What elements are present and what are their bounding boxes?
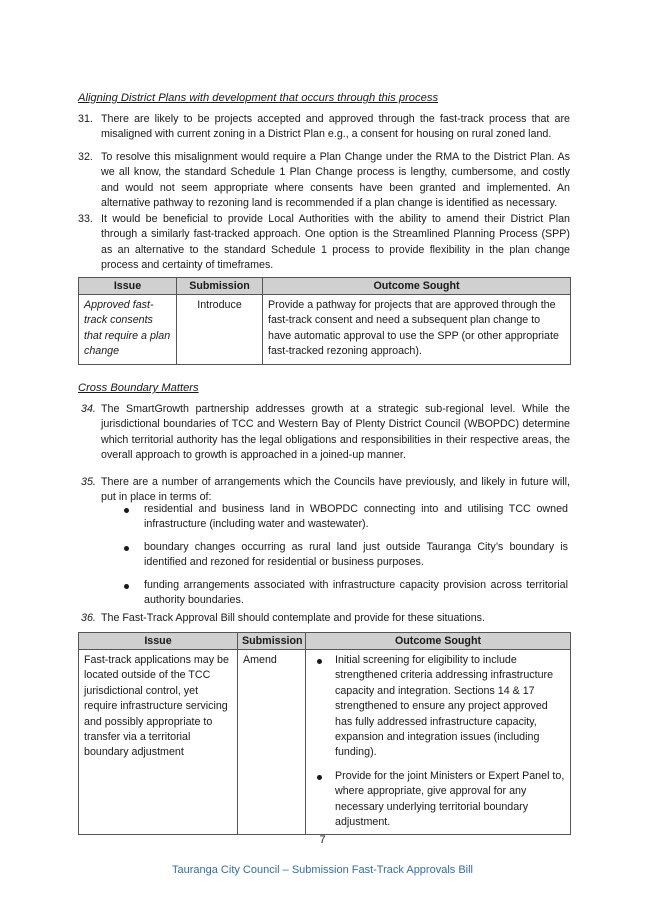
list-item (120, 502, 568, 533)
paragraph-text: There are a number of arrangements which the Councils have previously, and likely in future will, put in place in terms of: (101, 476, 570, 504)
paragraph-text: To resolve this misalignment would require a Plan Change under the RMA to the District Plan. As we all know, the standard Schedule 1 Plan Change process is lengthy, cumbersome, and costly and would not seem appropriate where consents have been granted and implemented. An alternative pathway to rezoning land is recommended if a plan change is identified as necessary. (101, 151, 570, 210)
paragraph-32 (78, 150, 570, 212)
header-outcome: Outcome Sought (306, 633, 571, 650)
table-header-row (79, 633, 571, 650)
paragraph-number: 36. (81, 612, 96, 624)
bullet-icon (317, 659, 322, 664)
list-item-text: residential and business land in WBOPDC connecting into and utilising TCC owned infrastructure (including water and wastewater). (144, 503, 568, 531)
table-row (79, 650, 571, 835)
table-header-row (79, 278, 571, 295)
bullet-icon (124, 584, 129, 589)
paragraph-34 (78, 402, 570, 464)
list-item-text: funding arrangements associated with infrastructure capacity provision across territorial authority boundaries. (144, 578, 568, 607)
list-item (311, 653, 565, 761)
paragraph-number: 31. (78, 113, 93, 125)
table-row (79, 295, 571, 365)
list-item (120, 540, 568, 571)
cell-issue: Fast-track applications may be located outside of the TCC jurisdictional control, yet require infrastructure servicing and possibly appropriate to transfer via a territorial boundary adjustment (79, 650, 238, 835)
page-footer: Tauranga City Council – Submission Fast-Track Approvals Bill (172, 864, 473, 876)
list-item (120, 578, 568, 609)
cell-submission: Amend (238, 650, 306, 835)
cell-submission: Introduce (177, 295, 263, 365)
paragraph-number: 33. (78, 213, 93, 225)
header-outcome: Outcome Sought (263, 278, 571, 295)
submission-table-1 (78, 277, 571, 365)
list-item-text: Provide for the joint Ministers or Expert Panel to, where appropriate, give approval for any necessary underlying territorial boundary adjustment. (335, 769, 565, 829)
paragraph-text: It would be beneficial to provide Local Authorities with the ability to amend their District Plan through a similarly fast-tracked approach. One option is the Streamlined Planning Process (SPP) as an alternative to the standard Schedule 1 process to provide flexibility in the plan change process and certainty of timeframes. (101, 213, 570, 272)
cell-outcome (306, 650, 571, 835)
paragraph-36 (78, 611, 570, 626)
paragraph-31 (78, 112, 570, 143)
list-item-text: boundary changes occurring as rural land just outside Tauranga City’s boundary is identified and rezoned for residential or business purposes. (144, 540, 568, 569)
cell-issue: Approved fast-track consents that require a plan change (79, 295, 177, 365)
submission-table-2 (78, 632, 571, 835)
bullet-icon (124, 508, 129, 513)
header-issue: Issue (79, 278, 177, 295)
bullet-icon (317, 775, 322, 780)
paragraph-number: 32. (78, 151, 93, 163)
section-heading-cross-boundary: Cross Boundary Matters (78, 382, 199, 394)
cell-outcome: Provide a pathway for projects that are approved through the fast-track consent and need a subsequent plan change to have automatic approval to use the SPP (or other appropriate fast-tracked rezoning approach). (263, 295, 571, 365)
paragraph-number: 34. (81, 403, 96, 415)
header-issue: Issue (79, 633, 238, 650)
section-heading-district-plans: Aligning District Plans with development that occurs through this process (78, 92, 439, 104)
paragraph-text: There are likely to be projects accepted and approved through the fast-track process that are misaligned with current zoning in a District Plan e.g., a consent for housing on rural zoned land. (101, 113, 570, 141)
list-item-text: Initial screening for eligibility to include strengthened criteria addressing infrastructure capacity and integration. Sections 14 & 17 strengthened to ensure any project approved has fully addressed infrastructure capacity, expansion and integration issues (including funding). (335, 654, 554, 759)
paragraph-number: 35. (81, 476, 96, 488)
bullet-icon (124, 546, 129, 551)
header-submission: Submission (177, 278, 263, 295)
paragraph-text: The Fast-Track Approval Bill should contemplate and provide for these situations. (101, 612, 485, 624)
page-number: 7 (319, 834, 326, 846)
header-submission: Submission (238, 633, 306, 650)
arrangement-list (120, 502, 568, 615)
paragraph-text: The SmartGrowth partnership addresses growth at a strategic sub-regional level. While the jurisdictional boundaries of TCC and Western Bay of Plenty District Council (WBOPDC) determine which territorial authority has the legal obligations and responsibilities in their respective areas, the overall approach to growth is approached in a joined-up manner. (101, 403, 570, 462)
paragraph-33 (78, 212, 570, 274)
list-item (311, 769, 565, 831)
